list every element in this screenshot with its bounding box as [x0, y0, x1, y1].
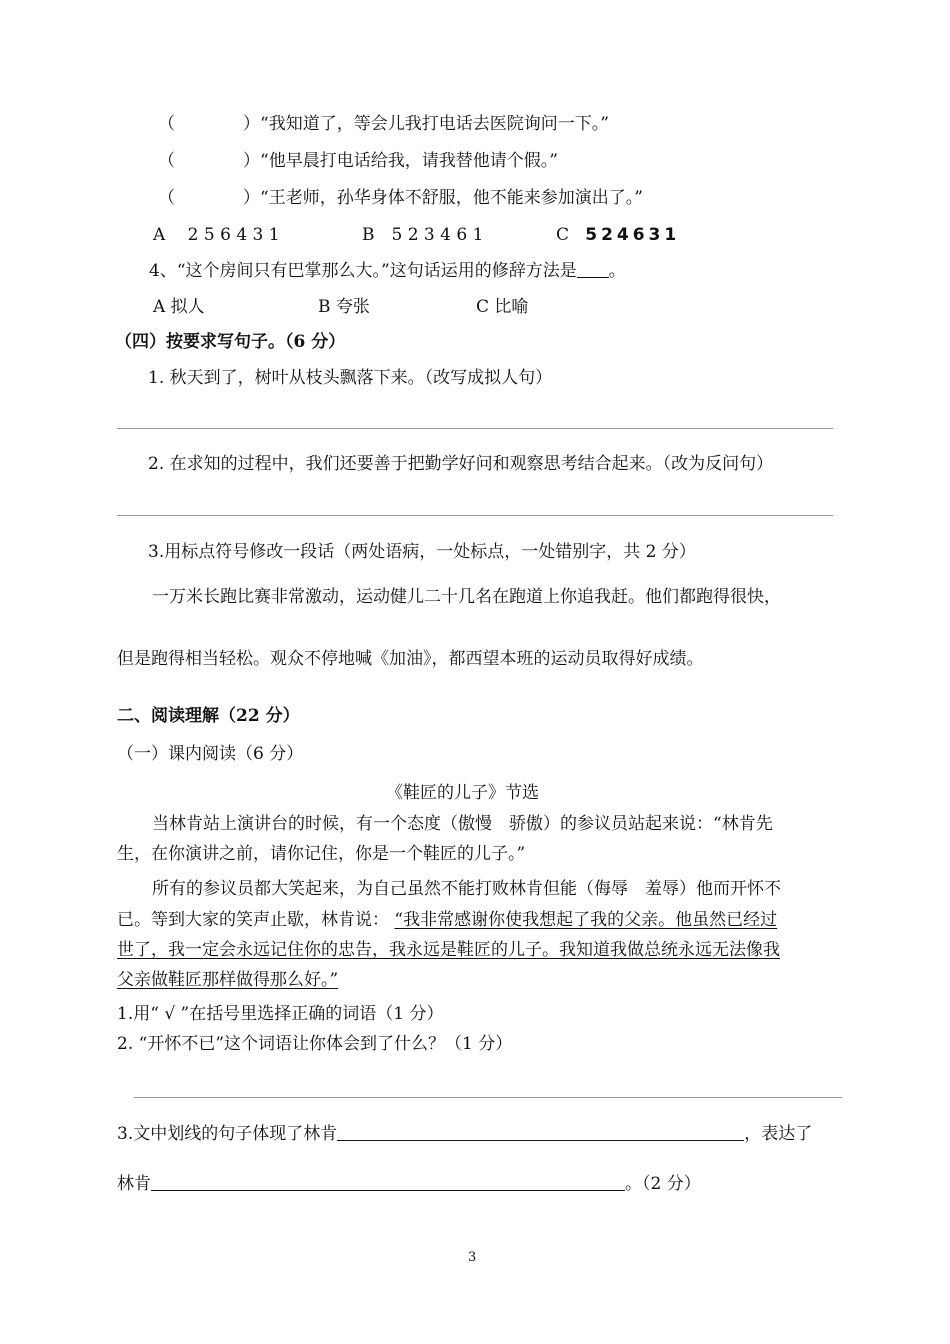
- underlined-sentence: 世了，我一定会永远记住你的忠告，我永远是鞋匠的儿子。我知道我做总统永远无法像我: [117, 940, 780, 960]
- reading-q3-text: 林肯: [117, 1174, 151, 1194]
- underlined-sentence: 父亲做鞋匠那样做得那么好。”: [117, 970, 339, 990]
- passage-plain-text: 已。等到大家的笑声止歇，林肯说：: [117, 910, 389, 930]
- choice-c-label: C: [556, 225, 570, 245]
- answer-paren: （ ）: [158, 151, 260, 171]
- answer-blank[interactable]: [151, 1172, 625, 1191]
- reading-q1: 1.用“ √ ”在括号里选择正确的词语（1 分）: [117, 1004, 444, 1024]
- q4-choice-b: B 夸张: [318, 297, 370, 317]
- q4-end: 。: [608, 261, 626, 281]
- q3-option-2: [158, 149, 558, 173]
- reading-q2: 2. “开怀不已”这个词语让你体会到了什么？（1 分）: [117, 1034, 513, 1054]
- answer-paren: （ ）: [158, 188, 260, 208]
- q4-text: 4、“这个房间只有巴掌那么大。”这句话运用的修辞方法是: [149, 261, 577, 281]
- option-text: “我知道了，等会儿我打电话去医院询问一下。”: [260, 114, 609, 134]
- passage-title: 《鞋匠的儿子》节选: [386, 783, 539, 803]
- answer-line[interactable]: [117, 428, 833, 429]
- section-4-q3: 3.用标点符号修改一段话（两处语病，一处标点，一处错别字，共 2 分）: [148, 542, 696, 562]
- answer-line[interactable]: [117, 515, 833, 516]
- answer-blank[interactable]: [577, 259, 609, 278]
- passage-p2-line-1: 所有的参议员都大笑起来，为自己虽然不能打败林肯但能（侮辱 羞辱）他而开怀不: [152, 879, 781, 899]
- q4-choice-a: A 拟人: [153, 297, 205, 317]
- answer-blank[interactable]: [337, 1122, 744, 1141]
- part-2-heading: 二、阅读理解（22 分）: [117, 706, 300, 726]
- section-4-heading: （四）按要求写句子。（6 分）: [115, 332, 346, 352]
- answer-line[interactable]: [134, 1097, 842, 1098]
- reading-q3-line-2: [117, 1172, 701, 1196]
- section-4-q3-paragraph-line-2: 但是跑得相当轻松。观众不停地喊《加油》，都西望本班的运动员取得好成绩。: [117, 649, 704, 669]
- option-text: “王老师，孙华身体不舒服，他不能来参加演出了。”: [260, 188, 643, 208]
- q3-choice-c: [556, 223, 680, 247]
- q3-option-1: [158, 112, 609, 136]
- option-text: “他早晨打电话给我，请我替他请个假。”: [260, 151, 558, 171]
- underlined-sentence: “我非常感谢你使我想起了我的父亲。他虽然已经过: [394, 910, 778, 930]
- reading-q3-text: ，表达了: [744, 1124, 813, 1144]
- page-number: 3: [468, 1250, 477, 1265]
- q4-choice-c: C 比喻: [476, 297, 529, 317]
- reading-q3-text: 。（2 分）: [625, 1174, 701, 1194]
- choice-c-value: 524631: [585, 225, 681, 245]
- q3-choice-b: B 5 2 3 4 6 1: [362, 225, 484, 245]
- answer-paren: （ ）: [158, 114, 260, 134]
- q3-option-3: [158, 186, 643, 210]
- reading-q3-text: 3.文中划线的句子体现了林肯: [117, 1124, 338, 1144]
- passage-p1-line-1: 当林肯站上演讲台的时候，有一个态度（傲慢 骄傲）的参议员站起来说：“林肯先: [152, 814, 773, 834]
- section-4-q1: 1. 秋天到了，树叶从枝头飘落下来。（改写成拟人句）: [148, 368, 553, 388]
- q4-question: [149, 259, 626, 283]
- reading-q3-line-1: [117, 1122, 812, 1146]
- passage-p2-line-2: [117, 908, 777, 932]
- passage-p1-line-2: 生，在你演讲之前，请你记住，你是一个鞋匠的儿子。”: [117, 844, 526, 864]
- section-4-q2: 2. 在求知的过程中，我们还要善于把勤学好问和观察思考结合起来。（改为反问句）: [148, 454, 774, 474]
- section-4-q3-paragraph-line-1: 一万米长跑比赛非常激动，运动健儿二十几名在跑道上你追我赶。他们都跑得很快，: [152, 587, 781, 607]
- q3-choice-a: A 2 5 6 4 3 1: [153, 225, 280, 245]
- part-2-subheading: （一）课内阅读（6 分）: [117, 744, 304, 764]
